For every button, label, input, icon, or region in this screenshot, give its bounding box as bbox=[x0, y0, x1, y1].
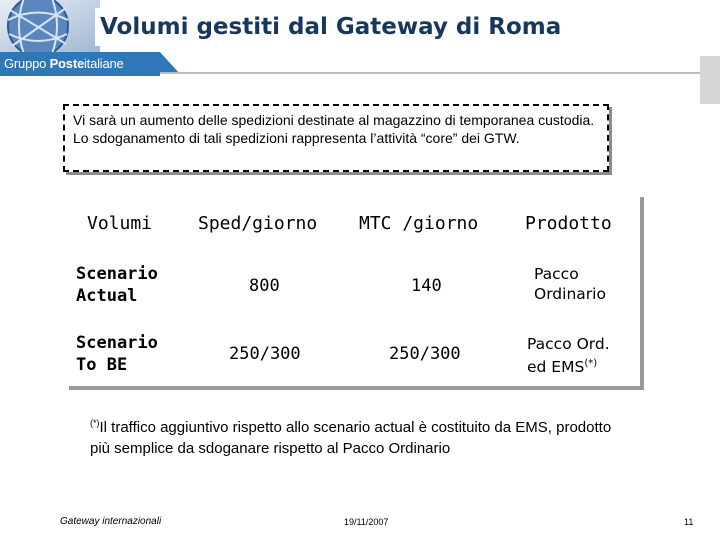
header-mtc-giorno: MTC /giorno bbox=[359, 213, 479, 234]
note-box bbox=[63, 104, 609, 172]
cell-actual-mtc: 140 bbox=[411, 276, 442, 296]
cell-tobe-mtc: 250/300 bbox=[389, 344, 461, 364]
footnote bbox=[90, 413, 630, 459]
row-label-line1: Scenario bbox=[76, 333, 158, 353]
brand-bar-corner bbox=[150, 52, 180, 74]
row-label-line1: Scenario bbox=[76, 264, 158, 284]
row-label-line2: Actual bbox=[76, 286, 138, 306]
header-divider bbox=[160, 72, 720, 74]
volumes-table bbox=[65, 193, 640, 386]
prodotto-line1: Pacco bbox=[534, 265, 579, 283]
cell-actual-prodotto bbox=[534, 264, 606, 304]
cell-tobe-prodotto bbox=[527, 334, 610, 377]
page-number: 11 bbox=[684, 517, 694, 527]
decorative-tab bbox=[700, 56, 720, 104]
brand-suffix: italiane bbox=[83, 56, 124, 71]
prodotto-line2: Ordinario bbox=[534, 285, 606, 303]
footnote-marker: (*) bbox=[90, 418, 100, 428]
footer-section: Gateway internazionali bbox=[60, 516, 162, 527]
cell-tobe-sped: 250/300 bbox=[229, 344, 301, 364]
cell-actual-sped: 800 bbox=[249, 276, 280, 296]
header-sped-giorno: Sped/giorno bbox=[198, 213, 318, 234]
prodotto-footnote-marker: (*) bbox=[584, 358, 598, 369]
footer-date: 19/11/2007 bbox=[344, 517, 389, 527]
row-label-actual bbox=[76, 263, 158, 307]
footnote-text: Il traffico aggiuntivo rispetto allo scenario actual è costituito da EMS, prodotto più semplice da sdoganare rispetto al Pacco Ordinario bbox=[90, 419, 612, 457]
brand-prefix: Gruppo bbox=[4, 56, 50, 71]
prodotto-line1: Pacco Ord. bbox=[527, 335, 610, 353]
page-title: Volumi gestiti dal Gateway di Roma bbox=[100, 14, 562, 40]
brand-bold: Poste bbox=[49, 56, 84, 71]
row-label-line2: To BE bbox=[76, 355, 128, 375]
note-text: Vi sarà un aumento delle spedizioni destinate al magazzino di temporanea custodia. Lo sdoganamento di tali spedizioni rappresenta l’attività “core” dei GTW. bbox=[73, 112, 595, 146]
prodotto-line2 bbox=[527, 354, 610, 377]
row-label-tobe bbox=[76, 332, 158, 376]
prodotto-line2-text: ed EMS bbox=[527, 358, 585, 377]
brand-name bbox=[4, 56, 124, 71]
header-prodotto: Prodotto bbox=[525, 213, 612, 234]
header-volumi: Volumi bbox=[87, 213, 153, 234]
